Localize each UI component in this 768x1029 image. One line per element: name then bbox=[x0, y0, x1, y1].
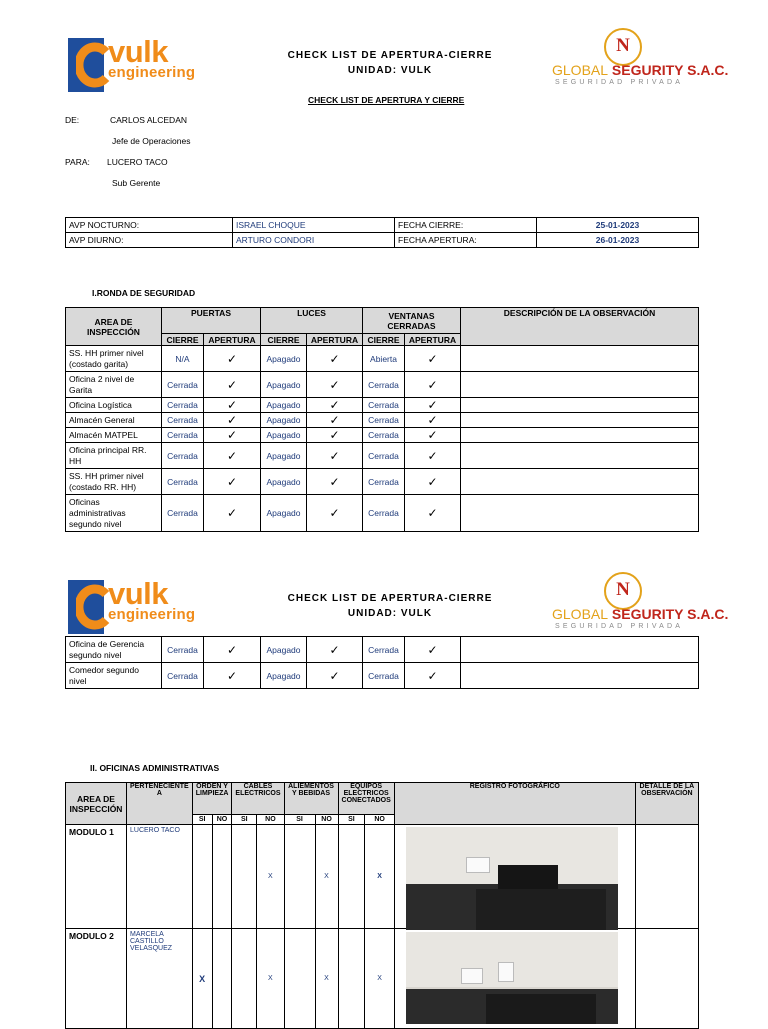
ventanas-cierre: Cerrada bbox=[363, 495, 405, 532]
vulk-sub: engineering bbox=[108, 606, 196, 623]
global-emblem-icon: N bbox=[604, 572, 642, 610]
global-name: GLOBAL SEGURITY S.A.C. bbox=[552, 62, 729, 78]
descripcion-cell bbox=[461, 398, 699, 413]
equipos-si bbox=[338, 825, 365, 929]
header-orden: ORDEN Y LIMPIEZA bbox=[192, 783, 232, 815]
ventanas-cierre: Cerrada bbox=[363, 637, 405, 663]
area-cell: Almacén General bbox=[66, 413, 162, 428]
check-icon: ✓ bbox=[204, 443, 261, 469]
luces-cierre: Apagado bbox=[261, 663, 307, 689]
header-no: NO bbox=[212, 815, 232, 825]
office-photo bbox=[406, 932, 618, 1024]
header-area: AREA DE INSPECCIÓN bbox=[66, 783, 127, 825]
fecha-cierre-label: FECHA CIERRE: bbox=[395, 218, 537, 233]
header-registro: REGISTRO FOTOGRÁFICO bbox=[394, 783, 635, 825]
check-icon: ✓ bbox=[405, 495, 461, 532]
header-luces: LUCES bbox=[261, 308, 363, 334]
de-name: CARLOS ALCEDAN bbox=[110, 115, 187, 125]
global-emblem-icon: N bbox=[604, 28, 642, 66]
modulo-label: MODULO 2 bbox=[66, 929, 127, 1029]
check-icon: ✓ bbox=[405, 346, 461, 372]
para-name: LUCERO TACO bbox=[107, 157, 168, 167]
luces-cierre: Apagado bbox=[261, 428, 307, 443]
check-icon: ✓ bbox=[204, 346, 261, 372]
luces-cierre: Apagado bbox=[261, 495, 307, 532]
header-cierre: CIERRE bbox=[363, 334, 405, 346]
descripcion-cell bbox=[461, 346, 699, 372]
detalle-cell bbox=[635, 929, 698, 1029]
check-icon: ✓ bbox=[204, 428, 261, 443]
vulk-logo bbox=[68, 576, 218, 636]
fecha-cierre-value: 25-01-2023 bbox=[537, 218, 699, 233]
table-row bbox=[66, 469, 699, 495]
table-row bbox=[66, 413, 699, 428]
detalle-cell bbox=[635, 825, 698, 929]
global-logo bbox=[552, 28, 729, 88]
descripcion-cell bbox=[461, 469, 699, 495]
check-icon: ✓ bbox=[405, 637, 461, 663]
puertas-cierre: Cerrada bbox=[162, 637, 204, 663]
persona-value: MARCELA CASTILLO VELASQUEZ bbox=[127, 929, 193, 1029]
ventanas-cierre: Cerrada bbox=[363, 443, 405, 469]
fecha-apertura-label: FECHA APERTURA: bbox=[395, 233, 537, 248]
descripcion-cell bbox=[461, 663, 699, 689]
header-apertura: APERTURA bbox=[204, 334, 261, 346]
table-row bbox=[66, 637, 699, 663]
page-subtitle: CHECK LIST DE APERTURA Y CIERRE bbox=[308, 95, 465, 105]
descripcion-cell bbox=[461, 443, 699, 469]
vulk-c-icon bbox=[76, 42, 110, 88]
orden-si: X bbox=[192, 929, 212, 1029]
global-name: GLOBAL SEGURITY S.A.C. bbox=[552, 606, 729, 622]
table-row bbox=[66, 346, 699, 372]
global-tag: SEGURIDAD PRIVADA bbox=[555, 623, 684, 630]
header-equipos: EQUIPOS ELECTRICOS CONECTADOS bbox=[338, 783, 394, 815]
area-cell: SS. HH primer nivel (costado garita) bbox=[66, 346, 162, 372]
page-title: CHECK LIST DE APERTURA-CIERRE bbox=[287, 50, 493, 61]
table-row bbox=[66, 663, 699, 689]
luces-cierre: Apagado bbox=[261, 469, 307, 495]
puertas-cierre: Cerrada bbox=[162, 495, 204, 532]
header-detalle: DETALLE DE LA OBSERVACIÓN bbox=[635, 783, 698, 825]
check-icon: ✓ bbox=[307, 495, 363, 532]
alimentos-si bbox=[284, 929, 315, 1029]
check-icon: ✓ bbox=[405, 443, 461, 469]
de-label: DE: bbox=[65, 115, 80, 125]
check-icon: ✓ bbox=[405, 372, 461, 398]
table-row bbox=[66, 372, 699, 398]
section1-title: I.RONDA DE SEGURIDAD bbox=[92, 288, 196, 298]
header-no: NO bbox=[365, 815, 394, 825]
table-row bbox=[66, 398, 699, 413]
alimentos-no: X bbox=[315, 929, 338, 1029]
area-cell: Comedor segundo nivel bbox=[66, 663, 162, 689]
check-icon: ✓ bbox=[204, 663, 261, 689]
check-icon: ✓ bbox=[204, 372, 261, 398]
alimentos-si bbox=[284, 825, 315, 929]
puertas-cierre: N/A bbox=[162, 346, 204, 372]
page-title: CHECK LIST DE APERTURA-CIERRE bbox=[287, 593, 493, 604]
descripcion-cell bbox=[461, 495, 699, 532]
luces-cierre: Apagado bbox=[261, 637, 307, 663]
para-role: Sub Gerente bbox=[112, 178, 161, 188]
ronda-table-continued bbox=[65, 636, 699, 689]
descripcion-cell bbox=[461, 413, 699, 428]
puertas-cierre: Cerrada bbox=[162, 398, 204, 413]
area-cell: Oficina 2 nivel de Garita bbox=[66, 372, 162, 398]
vulk-word: vulk bbox=[108, 576, 169, 611]
header-puertas: PUERTAS bbox=[162, 308, 261, 334]
check-icon: ✓ bbox=[307, 398, 363, 413]
luces-cierre: Apagado bbox=[261, 398, 307, 413]
avp-nocturno-label: AVP NOCTURNO: bbox=[66, 218, 233, 233]
check-icon: ✓ bbox=[405, 663, 461, 689]
ventanas-cierre: Abierta bbox=[363, 346, 405, 372]
vulk-logo bbox=[68, 34, 218, 94]
ventanas-cierre: Cerrada bbox=[363, 413, 405, 428]
puertas-cierre: Cerrada bbox=[162, 372, 204, 398]
header-no: NO bbox=[257, 815, 284, 825]
puertas-cierre: Cerrada bbox=[162, 428, 204, 443]
header-cierre: CIERRE bbox=[162, 334, 204, 346]
ventanas-cierre: Cerrada bbox=[363, 469, 405, 495]
puertas-cierre: Cerrada bbox=[162, 663, 204, 689]
check-icon: ✓ bbox=[204, 469, 261, 495]
check-icon: ✓ bbox=[307, 663, 363, 689]
page-unit: UNIDAD: VULK bbox=[347, 65, 433, 76]
check-icon: ✓ bbox=[405, 469, 461, 495]
check-icon: ✓ bbox=[405, 413, 461, 428]
check-icon: ✓ bbox=[307, 372, 363, 398]
area-cell: SS. HH primer nivel (costado RR. HH) bbox=[66, 469, 162, 495]
ronda-table bbox=[65, 307, 699, 532]
equipos-no: X bbox=[365, 929, 394, 1029]
check-icon: ✓ bbox=[204, 413, 261, 428]
luces-cierre: Apagado bbox=[261, 372, 307, 398]
header-no: NO bbox=[315, 815, 338, 825]
area-cell: Almacén MATPEL bbox=[66, 428, 162, 443]
page-unit: UNIDAD: VULK bbox=[347, 608, 433, 619]
cables-si bbox=[232, 929, 257, 1029]
alimentos-no: X bbox=[315, 825, 338, 929]
table-row bbox=[66, 443, 699, 469]
puertas-cierre: Cerrada bbox=[162, 443, 204, 469]
area-cell: Oficina principal RR. HH bbox=[66, 443, 162, 469]
vulk-sub: engineering bbox=[108, 64, 196, 81]
check-icon: ✓ bbox=[307, 428, 363, 443]
check-icon: ✓ bbox=[307, 346, 363, 372]
descripcion-cell bbox=[461, 428, 699, 443]
orden-no bbox=[212, 929, 232, 1029]
header-alimentos: ALIEMENTOS Y BEBIDAS bbox=[284, 783, 338, 815]
check-icon: ✓ bbox=[307, 469, 363, 495]
puertas-cierre: Cerrada bbox=[162, 469, 204, 495]
table-row bbox=[66, 428, 699, 443]
descripcion-cell bbox=[461, 372, 699, 398]
luces-cierre: Apagado bbox=[261, 443, 307, 469]
para-label: PARA: bbox=[65, 157, 90, 167]
header-cierre: CIERRE bbox=[261, 334, 307, 346]
header-ventanas: VENTANAS CERRADAS bbox=[363, 308, 461, 334]
check-icon: ✓ bbox=[405, 398, 461, 413]
header-descripcion: DESCRIPCIÓN DE LA OBSERVACIÓN bbox=[461, 308, 699, 346]
cables-no: X bbox=[257, 825, 284, 929]
ventanas-cierre: Cerrada bbox=[363, 372, 405, 398]
modulo-label: MODULO 1 bbox=[66, 825, 127, 929]
header-si: SI bbox=[232, 815, 257, 825]
header-area: AREA DE INSPECCIÓN bbox=[66, 308, 162, 346]
table-row bbox=[66, 495, 699, 532]
orden-si bbox=[192, 825, 212, 929]
header-cables: CABLES ELECTRICOS bbox=[232, 783, 284, 815]
luces-cierre: Apagado bbox=[261, 413, 307, 428]
avp-diurno-value: ARTURO CONDORI bbox=[233, 233, 395, 248]
header-perteneciente: PERTENECIENTE A bbox=[127, 783, 193, 825]
descripcion-cell bbox=[461, 637, 699, 663]
equipos-si bbox=[338, 929, 365, 1029]
section2-title: II. OFICINAS ADMINISTRATIVAS bbox=[90, 763, 220, 773]
header-si: SI bbox=[192, 815, 212, 825]
vulk-c-icon bbox=[76, 584, 110, 630]
header-apertura: APERTURA bbox=[307, 334, 363, 346]
check-icon: ✓ bbox=[307, 413, 363, 428]
vulk-word: vulk bbox=[108, 34, 169, 69]
area-cell: Oficina de Gerencia segundo nivel bbox=[66, 637, 162, 663]
persona-value: LUCERO TACO bbox=[127, 825, 193, 929]
header-si: SI bbox=[338, 815, 365, 825]
global-tag: SEGURIDAD PRIVADA bbox=[555, 79, 684, 86]
header-apertura: APERTURA bbox=[405, 334, 461, 346]
office-photo bbox=[406, 827, 618, 930]
de-role: Jefe de Operaciones bbox=[112, 136, 191, 146]
puertas-cierre: Cerrada bbox=[162, 413, 204, 428]
ventanas-cierre: Cerrada bbox=[363, 428, 405, 443]
avp-nocturno-value: ISRAEL CHOQUE bbox=[233, 218, 395, 233]
check-icon: ✓ bbox=[204, 398, 261, 413]
ventanas-cierre: Cerrada bbox=[363, 663, 405, 689]
avp-diurno-label: AVP DIURNO: bbox=[66, 233, 233, 248]
info-table bbox=[65, 217, 699, 248]
cables-no: X bbox=[257, 929, 284, 1029]
area-cell: Oficinas administrativas segundo nivel bbox=[66, 495, 162, 532]
ventanas-cierre: Cerrada bbox=[363, 398, 405, 413]
header-si: SI bbox=[284, 815, 315, 825]
area-cell: Oficina Logística bbox=[66, 398, 162, 413]
equipos-no: X bbox=[365, 825, 394, 929]
check-icon: ✓ bbox=[405, 428, 461, 443]
global-logo bbox=[552, 572, 729, 632]
cables-si bbox=[232, 825, 257, 929]
check-icon: ✓ bbox=[307, 443, 363, 469]
check-icon: ✓ bbox=[204, 495, 261, 532]
check-icon: ✓ bbox=[307, 637, 363, 663]
luces-cierre: Apagado bbox=[261, 346, 307, 372]
orden-no bbox=[212, 825, 232, 929]
check-icon: ✓ bbox=[204, 637, 261, 663]
fecha-apertura-value: 26-01-2023 bbox=[537, 233, 699, 248]
